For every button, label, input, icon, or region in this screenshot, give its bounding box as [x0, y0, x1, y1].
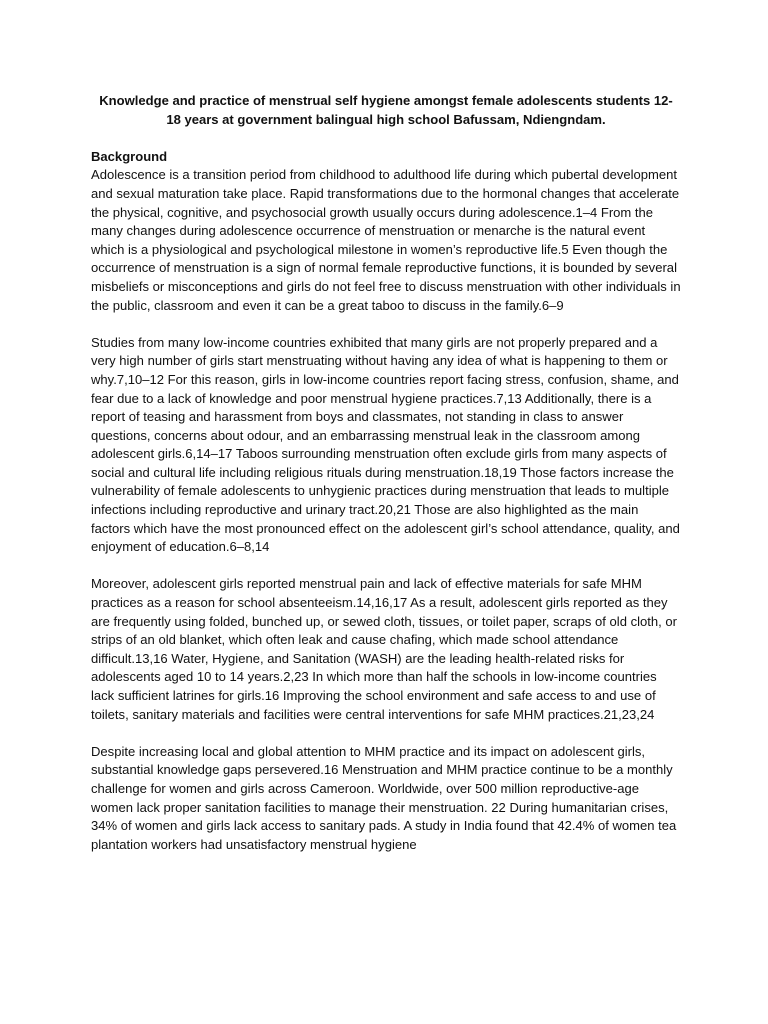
paragraph: Despite increasing local and global attention to MHM practice and its impact on adolescent girls, substantial knowledge gaps persevered.16 Menstruation and MHM practice continue to be a monthly challenge for women and girls across Cameroon. Worldwide, over 500 million reproductive-age women lack proper sanitation facilities to manage their menstruation. 22 During humanitarian crises, 34% of women and girls lack access to sanitary pads. A study in India found that 42.4% of women tea plantation workers had unsatisfactory menstrual hygiene	[91, 743, 677, 852]
paragraph: Moreover, adolescent girls reported menstrual pain and lack of effective materials for safe MHM practices as a reason for school absenteeism.14,16,17 As a result, adolescent girls reported as they are frequently using folded, bunched up, or sewed cloth, tissues, or toilet paper, scraps of old cloth, or strips of an old blanket, which often leak and cause chafing, which made school attendance difficult.13,16 Water, Hygiene, and Sanitation (WASH) are the leading health-related risks for adolescents aged 10 to 14 years.2,23 In which more than half the schools in low-income countries lack sufficient latrines for girls.16 Improving the school environment and safe access to and use of toilets, sanitary materials and facilities were central interventions for safe MHM practices.21,23,24	[91, 576, 678, 722]
paragraph: Adolescence is a transition period from childhood to adulthood life during which pubertal development and sexual maturation take place. Rapid transformations due to the hormonal changes that accelerate the physical, cognitive, and psychosocial growth usually occurs during adolescence.1–4 From the many changes during adolescence occurrence of menstruation or menarche is the natural event which is a physiological and psychological milestone in women’s reproductive life.5 Even though the occurrence of menstruation is a sign of normal female reproductive functions, it is bounded by several misbeliefs or misconceptions and girls do not feel free to discuss menstruation with other individuals in the public, classroom and even it can be a great taboo to discuss in the family.6–9	[91, 167, 681, 313]
document-page	[91, 92, 681, 873]
document-title: Knowledge and practice of menstrual self hygiene amongst female adolescents students 12-18 years at government balingual high school Bafussam, Ndiengndam.	[99, 93, 673, 127]
section-heading: Background	[91, 148, 168, 164]
paragraph: Studies from many low-income countries exhibited that many girls are not properly prepared and a very high number of girls start menstruating without having any idea of what is happening to them or why.7,10–12 For this reason, girls in low-income countries report facing stress, confusion, shame, and fear due to a lack of knowledge and poor menstrual hygiene practices.7,13 Additionally, there is a report of teasing and harassment from boys and classmates, not standing in class to answer questions, concerns about odour, and an embarrassing menstrual leak in the classroom among adolescent girls.6,14–17 Taboos surrounding menstruation often exclude girls from many aspects of social and cultural life including religious rituals during menstruation.18,19 Those factors increase the vulnerability of female adolescents to unhygienic practices during menstruation that leads to multiple infections including reproductive and urinary tract.20,21 Those are also highlighted as the main factors which have the most pronounced effect on the adolescent girl’s school attendance, quality, and enjoyment of education.6–8,14	[91, 334, 680, 555]
